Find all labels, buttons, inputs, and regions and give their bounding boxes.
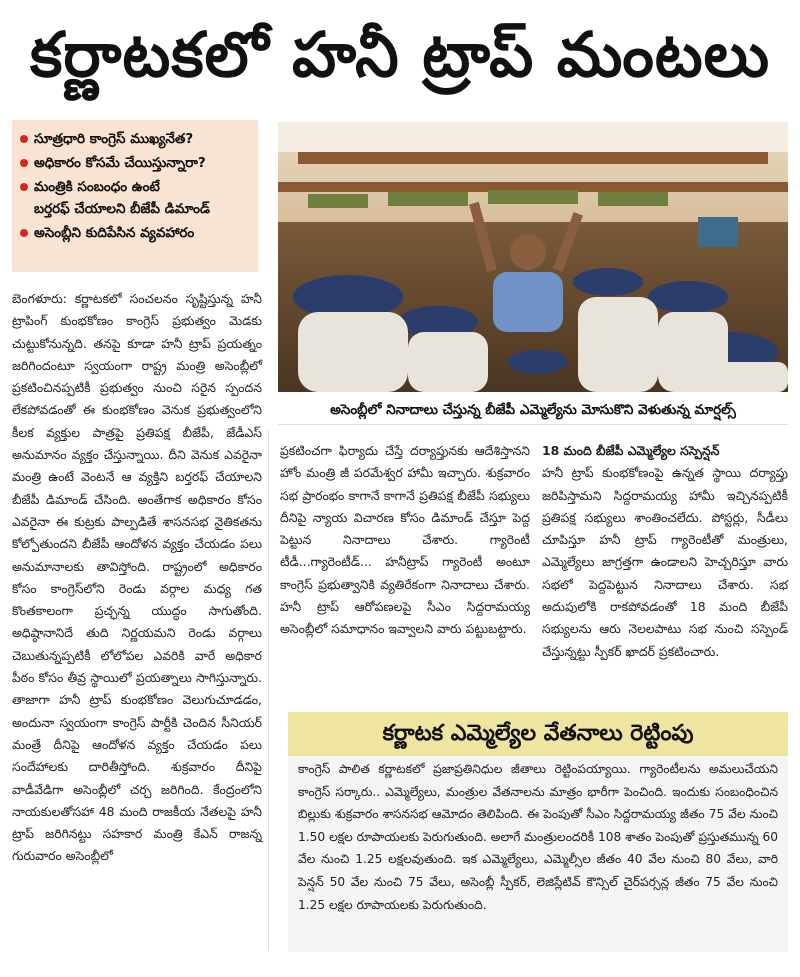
bullet-icon: [20, 159, 28, 167]
subheading: 18 మంది బీజేపీ ఎమ్మెల్యేల సస్పెన్షన్: [542, 443, 720, 458]
highlight-item: సూత్రధారి కాంగ్రెస్ ముఖ్యనేత?: [20, 129, 250, 149]
bullet-icon: [20, 183, 28, 191]
article-text: బెంగళూరు: కర్ణాటకలో సంచలనం సృష్టిస్తున్న హనీ ట్రాపింగ్ కుంభకోణం కాంగ్రెస్ ప్రభుత్వం మెడకు చుట్టుకోనున్నది. తనపై కూడా హనీ ట్రాప్ ప్రయత్నం జరిగిందంటూ స్వయంగా రాష్ట్ర మంత్రి అసెంబ్లీలో ప్రకటించినప్పటికీ ప్రభుత్వం నుంచి సరైన స్పందన లేకపోవడంతో ఈ కుంభకోణం వెనుక ప్రభుత్వంలోని కీలక వ్యక్తుల పాత్రపై ప్రతిపక్ష బీజేపీ, జేడీఎస్ అనుమానం వ్యక్తం చేస్తున్నాయి. దీని వెనుక ఎవరైనా మంత్రి ఉంటే వెంటనే ఆ వ్యక్తిని బర్తరఫ్ చేయాలని బీజేపీ డిమాండ్ చేసింది. అంతేగాక అధికారం కోసం ఎవరైనా ఈ కుట్రకు పాల్పడితే శాసనసభ నైతికతను కోల్పోతుందని బీజేపీ ఆందోళన వ్యక్తం చేయడం పలు అనుమానాలకు తావిస్తోంది. రాష్ట్రంలో అధికారం కోసం కాంగ్రెస్‌లోని రెండు వర్గాల మధ్య గత కొంతకాలంగా ప్రచ్ఛన్న యుద్ధం సాగుతోంది. అధిష్ఠానానిదే తుది నిర్ణయమని రెండు వర్గాలు చెబుతున్నప్పటికీ లోలోపల ఎవరికి వారే అధికార పీఠం కోసం తీవ్ర స్థాయిలో ప్రయత్నాలు సాగిస్తున్నారు. తాజాగా హనీ ట్రాప్ కుంభకోణం వెలుగుచూడడం, అందునా స్వయంగా కాంగ్రెస్ పార్టీకి చెందిన సీనియర్ మంత్రే దీనిపై ఆందోళన వ్యక్తం చేయడం పలు సందేహాలకు దారితీస్తోంది. శుక్రవారం దీనిపై వాడీవేడిగా అసెంబ్లీలో చర్చ జరిగింది. కేంద్రంలోని నాయకులతోసహా 48 మంది రాజకీయ నేతలపై హనీ ట్రాప్ జరిగినట్టు సహకార మంత్రి కేఎన్ రాజన్న గురువారం అసెంబ్లీలో: [12, 291, 262, 864]
bullet-icon: [20, 229, 28, 237]
highlight-item: మంత్రికి సంబంధం ఉంటే: [20, 177, 250, 197]
salary-box-body: [288, 756, 788, 952]
salary-box-title: కర్ణాటక ఎమ్మెల్యేల వేతనాలు రెట్టింపు: [288, 712, 788, 756]
column-divider: [268, 430, 269, 950]
photo-caption: అసెంబ్లీలో నినాదాలు చేస్తున్న బీజేపీ ఎమ్మెల్యేను మోసుకొని వెళుతున్న మార్షల్స్: [278, 396, 788, 425]
article-column-1: [12, 288, 262, 868]
article-column-3: [542, 440, 788, 663]
highlight-item: అధికారం కోసమే చేయిస్తున్నారా?: [20, 153, 250, 173]
article-text: హనీ ట్రాప్ కుంభకోణంపై ఉన్నత స్థాయి దర్యాప్తు జరిపిస్తామని సిద్దరామయ్య హామీ ఇచ్చినప్పటికీ ప్రతిపక్ష సభ్యులు శాంతించలేదు. పోస్టర్లు, సీడీలు చూపిస్తూ హనీ ట్రాప్ గ్యారెంటీతో మంత్రులు, ఎమ్మెల్యేలు జాగ్రత్తగా ఉండాలని హెచ్చరిస్తూ వారు సభలో పెద్దపెట్టున నినాదాలు చేశారు. సభ అదుపులోకి రాకపోవడంతో 18 మంది బీజేపీ సభ్యులను ఆరు నెలలపాటు సభ నుంచి సస్పెండ్ చేస్తున్నట్టు స్పీకర్ ఖాదర్ ప్రకటించారు.: [542, 465, 788, 659]
salary-box-text: కాంగ్రెస్ పాలిత కర్ణాటకలో ప్రజాప్రతినిధుల జీతాలు రెట్టింపయ్యాయి. గ్యారెంటీలను అమలుచేయని కాంగ్రెస్ సర్కారు.. ఎమ్మెల్యేలు, మంత్రుల వేతనాలను మాత్రం భారీగా పెంచింది. ఇందుకు సంబంధించిన బిల్లుకు శుక్రవారం శాసనసభ ఆమోదం తెలిపింది. ఈ పెంపుతో సీఎం సిద్దరామయ్య జీతం 75 వేల నుంచి 1.50 లక్షల రూపాయలకు పెరుగుతుంది. అలాగే మంత్రులందరికీ 108 శాతం పెంపుతో ప్రస్తుతమున్న 60 వేల నుంచి 1.25 లక్షలవుతుంది. ఇక ఎమ్మెల్యేలు, ఎమ్మెల్సీల జీతం 40 వేల నుంచి 80 వేలు, వారి పెన్షన్ 50 వేల నుంచి 75 వేలు, అసెంబ్లీ స్పీకర్, లెజిస్లేటివ్ కౌన్సిల్ చైర్‌పర్సన్ల జీతం 75 వేల నుంచి 1.25 లక్షల రూపాయలకు పెరుగుతుంది.: [298, 762, 778, 912]
highlight-item-continued: బర్తరఫ్ చేయాలని బీజేపీ డిమాండ్: [34, 201, 211, 217]
article-column-2: [280, 440, 530, 641]
assembly-photo: [278, 122, 788, 392]
highlights-box: [12, 120, 258, 272]
article-text: ప్రకటించగా ఫిర్యాదు చేస్తే దర్యాప్తునకు ఆదేశిస్తానని హోం మంత్రి జీ పరమేశ్వర హామీ ఇచ్చారు. శుక్రవారం సభ ప్రారంభం కాగానే కాగానే ప్రతిపక్ష బీజేపీ సభ్యులు దీనిపై న్యాయ విచారణ కోసం డిమాండ్ చేస్తూ పెద్ద పెట్టున నినాదాలు చేశారు. గ్యారెంటీ టీడీ...గ్యారెంటీడ్... హనీట్రాప్ గ్యారెంటీ అంటూ కాంగ్రెస్ ప్రభుత్వానికి వ్యతిరేకంగా నినాదాలు చేశారు. హనీ ట్రాప్ ఆరోపణలపై సీఎం సిద్దరామయ్య అసెంబ్లీలో సమాధానం ఇవ్వాలని వారు పట్టుబట్టారు.: [280, 443, 530, 637]
bullet-icon: [20, 135, 28, 143]
highlight-item: అసెంబ్లీని కుదిపేసిన వ్యవహారం: [20, 223, 250, 243]
headline: కర్ణాటకలో హనీ ట్రాప్ మంటలు: [29, 18, 771, 91]
